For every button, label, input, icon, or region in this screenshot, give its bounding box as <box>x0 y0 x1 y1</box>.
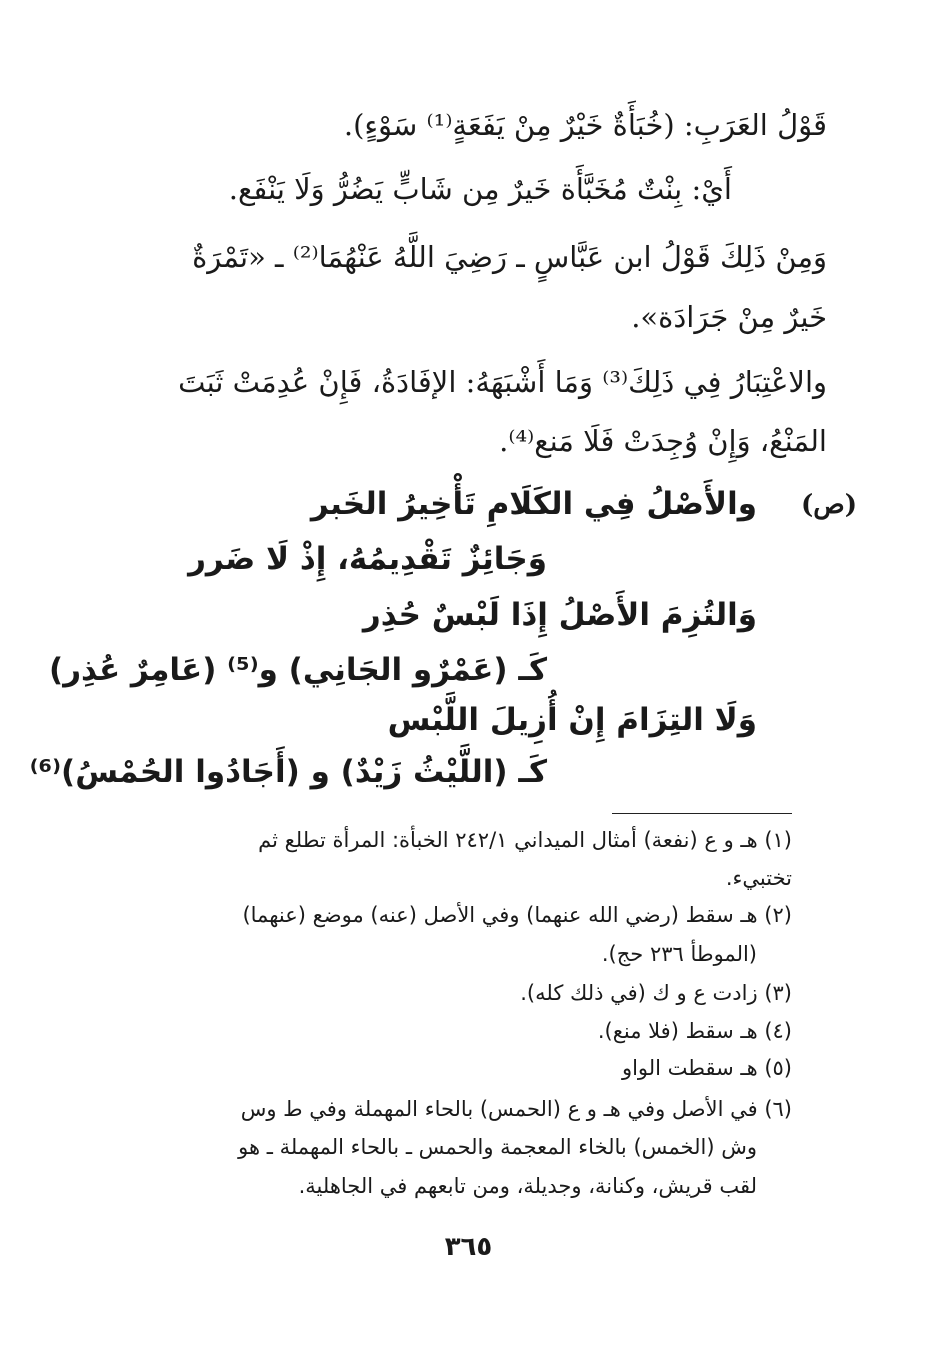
footnote-2-line-2: (الموطأ ٢٣٦ حج). <box>601 942 757 966</box>
footnote-4: (٤) هـ سقط (فلا منع). <box>597 1019 792 1043</box>
paragraph-4-line-1: والاعْتِبَارُ فِي ذَلِكَ⁽³⁾ وَمَا أَشْبَهَهُ: الإفَادَةُ، فَإِنْ عُدِمَتْ ثَبَتَ <box>178 365 827 399</box>
paragraph-3-line-1: وَمِنْ ذَلِكَ قَوْلُ ابن عَبَّاسٍ ـ رَضِيَ اللَّهُ عَنْهُمَا⁽²⁾ ـ «تَمْرَةٌ <box>192 240 827 274</box>
page-number: ٣٦٥ <box>444 1232 493 1262</box>
footnote-6-line-2: وش (الخمس) بالخاء المعجمة والحمس ـ بالحاء المهملة ـ هو <box>238 1135 757 1159</box>
footnote-5: (٥) هـ سقطت الواو <box>621 1056 792 1080</box>
footnote-3: (٣) زادت ع و ك (في ذلك كله). <box>520 981 792 1005</box>
paragraph-4-line-2: المَنْعُ، وَإِنْ وُجِدَتْ فَلَا مَنع⁽⁴⁾. <box>499 424 827 458</box>
paragraph-3-line-2: خَيرٌ مِنْ جَرَادَة». <box>631 300 827 334</box>
verse-line-6: كَـ (اللَّيْثُ زَيْدٌ) و (أَجَادُوا الحُمْسُ)⁽⁶⁾ <box>29 754 547 790</box>
footnote-1-line-1: (١) هـ و ع (نفعة) أمثال الميداني ٢٤٢/١ الخبأة: المرأة تطلع ثم <box>258 828 792 852</box>
footnote-2-line-1: (٢) هـ سقط (رضي الله عنهما) وفي الأصل (عنه) موضع (عنهما) <box>242 903 792 927</box>
verse-line-5: وَلَا التِزَامَ إِنْ أُزِيلَ اللَّبْس <box>387 702 757 738</box>
verse-line-1: والأَصْلُ فِي الكَلَامِ تَأْخِيرُ الخَبر <box>310 486 757 522</box>
footnote-6-line-1: (٦) في الأصل وفي هـ و ع (الحمس) بالحاء المهملة وفي ط وس <box>240 1097 792 1121</box>
paragraph-1-line: قَوْلُ العَرَبِ: (خُبَأَةٌ خَيْرٌ مِنْ يَفَعَةٍ⁽¹⁾ سَوْءٍ). <box>343 108 827 142</box>
footnote-separator <box>612 813 792 814</box>
paragraph-2-line: أَيْ: بِنْتٌ مُخَبَّأَة خَيرٌ مِن شَابٍّ يَضُرُّ وَلَا يَنْفَع. <box>228 172 732 206</box>
verse-line-3: وَالتُزِمَ الأَصْلُ إِذَا لَبْسٌ حُذِر <box>362 597 757 633</box>
verse-line-2: وَجَائِزٌ تَقْدِيمُهُ، إِذْ لَا ضَرر <box>188 541 547 577</box>
footnote-6-line-3: لقب قريش، وكنانة، وجديلة، ومن تابعهم في الجاهلية. <box>298 1174 757 1198</box>
verse-line-4: كَـ (عَمْرٌو الجَانِي) و⁽⁵⁾ (عَامِرٌ عُذِر) <box>49 652 547 688</box>
section-marker: (ص) <box>800 490 857 520</box>
footnote-1-line-2: تختبيء. <box>725 866 792 890</box>
